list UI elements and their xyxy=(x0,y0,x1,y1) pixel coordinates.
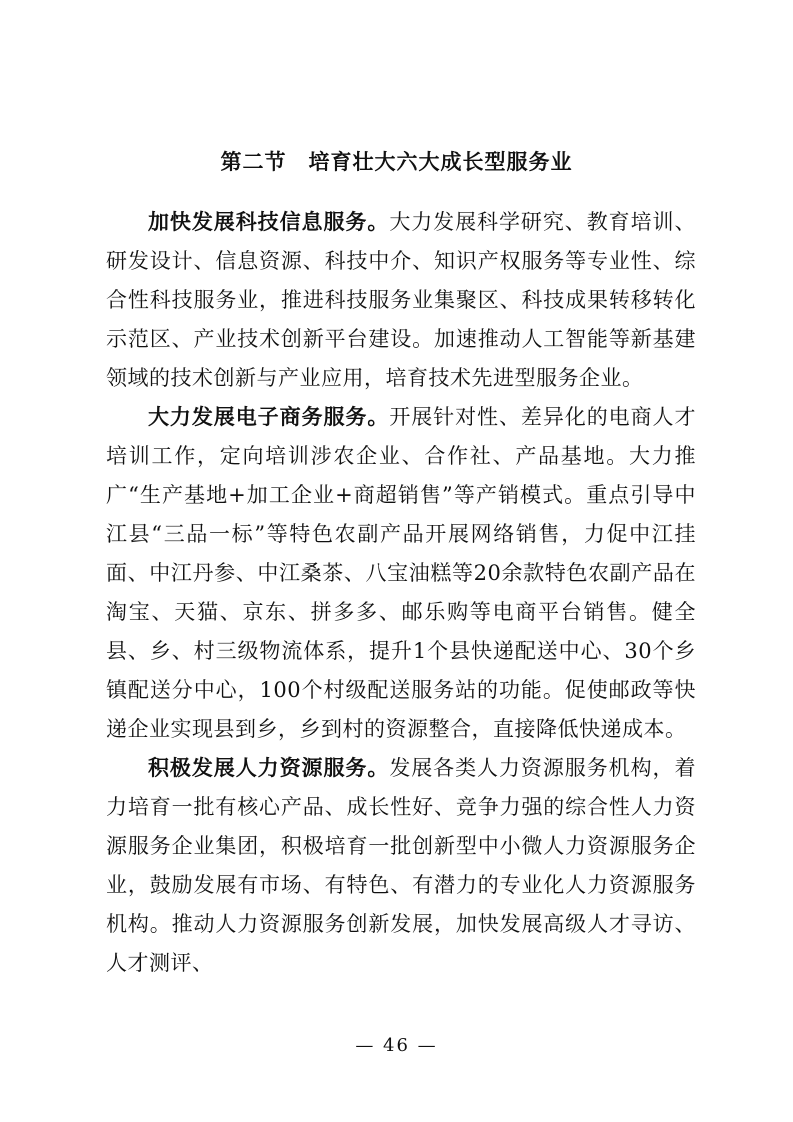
paragraph-text: 大力发展科学研究、教育培训、研发设计、信息资源、科技中介、知识产权服务等专业性、综合性科技服务业，推进科技服务业集聚区、科技成果转移转化示范区、产业技术创新平台建设。加速推动人工智能等新基建领域的技术创新与产业应用，培育技术先进型服务企业。 xyxy=(106,210,696,390)
paragraph-ecommerce-services xyxy=(106,398,696,749)
paragraph-lead: 积极发展人力资源服务。 xyxy=(148,756,390,780)
paragraph-tech-info-services xyxy=(106,203,696,398)
paragraph-lead: 大力发展电子商务服务。 xyxy=(148,405,390,429)
paragraph-text: 开展针对性、差异化的电商人才培训工作，定向培训涉农企业、合作社、产品基地。大力推广“生产基地+加工企业+商超销售”等产销模式。重点引导中江县“三品一标”等特色农副产品开展网络销售，力促中江挂面、中江丹参、中江桑茶、八宝油糕等20余款特色农副产品在淘宝、天猫、京东、拼多多、邮乐购等电商平台销售。健全县、乡、村三级物流体系，提升1个县快递配送中心、30个乡镇配送分中心，100个村级配送服务站的功能。促使邮政等快递企业实现县到乡，乡到村的资源整合，直接降低快递成本。 xyxy=(106,405,696,741)
section-heading xyxy=(0,148,793,176)
paragraph-hr-services xyxy=(106,749,696,983)
section-number: 第二节 xyxy=(220,150,287,174)
paragraph-text: 发展各类人力资源服务机构，着力培育一批有核心产品、成长性好、竞争力强的综合性人力资源服务企业集团，积极培育一批创新型中小微人力资源服务企业，鼓励发展有市场、有特色、有潜力的专业化人力资源服务机构。推动人力资源服务创新发展，加快发展高级人才寻访、人才测评、 xyxy=(106,756,696,975)
paragraph-lead: 加快发展科技信息服务。 xyxy=(148,210,390,234)
section-title: 培育壮大六大成长型服务业 xyxy=(308,150,573,174)
page-number: — 46 — xyxy=(355,1035,438,1056)
body-text xyxy=(106,203,696,983)
